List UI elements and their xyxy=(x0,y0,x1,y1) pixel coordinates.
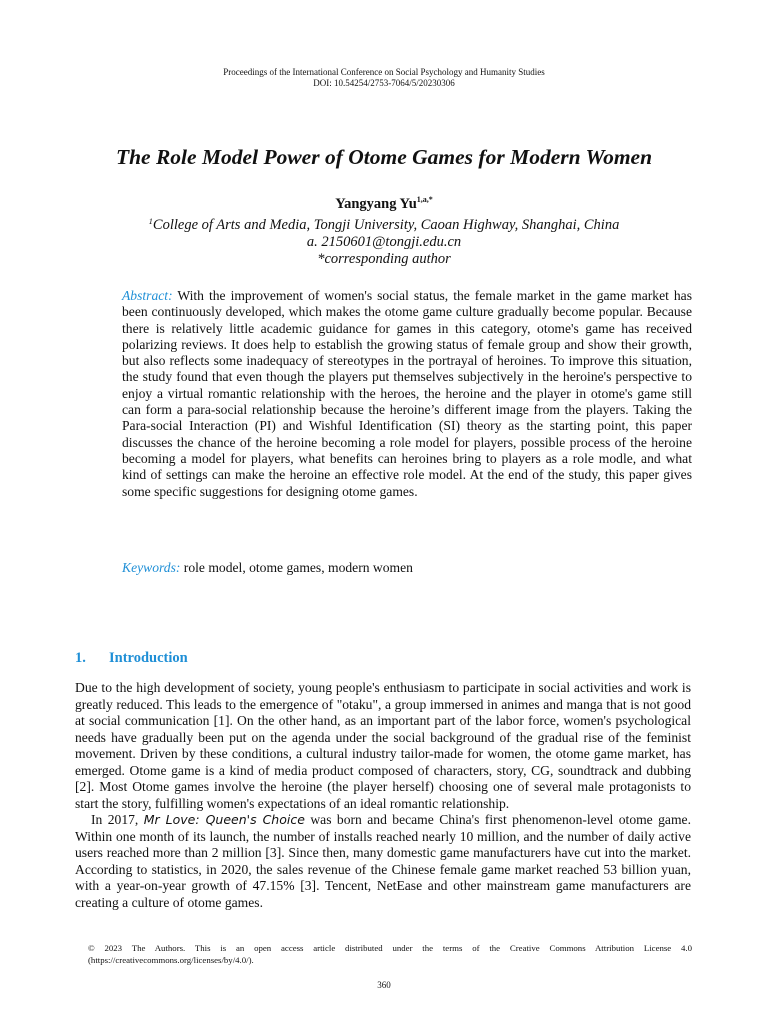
body-text xyxy=(75,680,691,911)
author-name: Yangyang Yu xyxy=(335,196,417,212)
running-header xyxy=(0,67,768,89)
keywords-label: Keywords: xyxy=(122,560,181,575)
section-title: Introduction xyxy=(109,650,188,666)
paragraph: Due to the high development of society, young people's enthusiasm to participate in social activities and work is greatly reduced. This leads to the emergence of "otaku", a group immersed in animes and manga that is not good at social communication [1]. On the other hand, as an important part of the labor force, women's psychological needs have gradually been put on the agenda under the social background of the gradual rise of the feminist movement. Driven by these conditions, a cultural industry tailor-made for women, the otome game market, has emerged. Otome game is a kind of media product composed of characters, story, CG, soundtrack and dubbing [2]. Most Otome games involve the heroine (the player herself) choosing one of several male protagonists to start the story, fulfilling women's expectations of an ideal romantic relationship. xyxy=(75,680,691,811)
abstract-text: With the improvement of women's social status, the female market in the game market has been continuously developed, which makes the otome game culture gradually become popular. Because there is relatively little academic guidance for games in this category, otome's game has received polarizing reviews. It does help to establish the growing status of female group and show their growth, but also reflects some inadequacy of stereotypes in the portrayal of heroines. To improve this situation, the study found that even though the players put themselves subjectively in the heroine's perspective to enjoy a virtual romantic relationship with the heroes, the heroine and the player in otome's game still can form a para-social relationship because the heroine’s different image from the players. Taking the Para-social Interaction (PI) and Wishful Identification (SI) theory as the starting point, this paper discusses the chance of the heroine becoming a role model for players, possible process of the heroine becoming a model for players, what benefits can heroines bring to players as a role modle, and what kind of settings can make the heroine an effective role model. At the end of the study, this paper gives some specific suggestions for designing otome games. xyxy=(122,288,692,499)
affiliation-text: College of Arts and Media, Tongji University, Caoan Highway, Shanghai, China xyxy=(152,217,620,233)
author-email: a. 2150601@tongji.edu.cn xyxy=(306,234,462,250)
conference-name: Proceedings of the International Conference on Social Psychology and Humanity Studies xyxy=(223,67,545,77)
abstract xyxy=(122,288,692,500)
paragraph-rest: was born and became China's first phenomenon-level otome game. Within one month of its launch, the number of installs reached nearly 10 million, and the number of daily active users reached more than 2 million [3]. Since then, many domestic game manufacturers have cut into the market. According to statistics, in 2020, the sales revenue of the Chinese female game market reached 53 billion yuan, with a year-on-year growth of 47.15% [3]. Tencent, NetEase and other mainstream game manufacturers are creating a culture of otome games. xyxy=(75,812,691,910)
affiliation-marker: 1 xyxy=(148,216,153,226)
license-footnote: © 2023 The Authors. This is an open access article distributed under the terms of the Creative Commons Attribution License 4.0 (https://creativecommons.org/licenses/by/4.0/). xyxy=(88,943,692,965)
abstract-label: Abstract: xyxy=(122,288,173,303)
corresponding-note: *corresponding author xyxy=(317,251,451,267)
section-number: 1. xyxy=(75,650,86,666)
section-heading xyxy=(75,649,188,667)
keywords-text: role model, otome games, modern women xyxy=(180,560,413,575)
paragraph-start: In 2017, xyxy=(91,812,144,827)
page-number: 360 xyxy=(377,980,391,990)
author-superscript: 1,a,* xyxy=(416,195,433,204)
game-title: Mr Love: Queen's Choice xyxy=(143,812,305,827)
keywords xyxy=(122,560,692,576)
author-line xyxy=(0,191,768,213)
doi: DOI: 10.54254/2753-7064/5/20230306 xyxy=(313,78,455,88)
paragraph xyxy=(75,812,691,911)
affiliation-line xyxy=(0,213,768,234)
affiliation-block xyxy=(0,213,768,268)
paper-title: The Role Model Power of Otome Games for Modern Women xyxy=(115,145,653,169)
